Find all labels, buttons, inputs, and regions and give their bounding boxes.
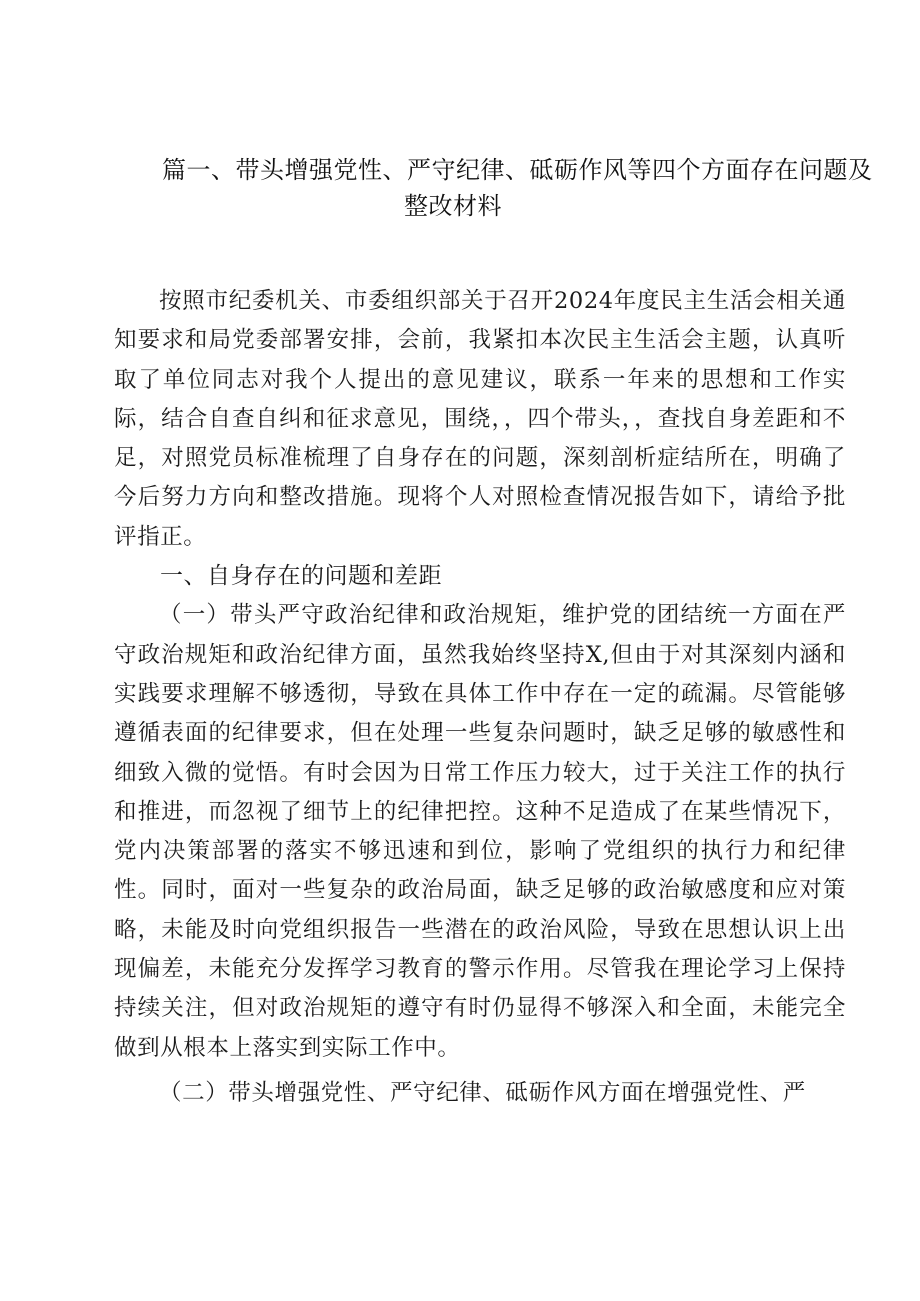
intro-paragraph: 按照市纪委机关、市委组织部关于召开2024年度民主生活会相关通知要求和局党委部署安排，会前，我紧扣本次民主生活会主题，认真听取了单位同志对我个人提出的意见建议，联系一年来的思想和工作实际，结合自查自纠和征求意见，围绕，，四个带头，，查找自身差距和不足，对照党员标准梳理了自身存在的问题，深刻剖析症结所在，明确了今后努力方向和整改措施。现将个人对照检查情况报告如下，请给予批评指正。 [114,288,846,550]
section-1-paragraph-1: （一）带头严守政治纪律和政治规矩，维护党的团结统一方面在严守政治规矩和政治纪律方面，虽然我始终坚持X,但由于对其深刻内涵和实践要求理解不够透彻，导致在具体工作中存在一定的疏漏。尽管能够遵循表面的纪律要求，但在处理一些复杂问题时，缺乏足够的敏感性和细致入微的觉悟。有时会因为日常工作压力较大，过于关注工作的执行和推进，而忽视了细节上的纪律把控。这种不足造成了在某些情况下，党内决策部署的落实不够迅速和到位，影响了党组织的执行力和纪律性。同时，面对一些复杂的政治局面，缺乏足够的政治敏感度和应对策略，未能及时向党组织报告一些潜在的政治风险，导致在思想认识上出现偏差，未能充分发挥学习教育的警示作用。尽管我在理论学习上保持持续关注，但对政治规矩的遵守有时仍显得不够深入和全面，未能完全做到从根本上落实到实际工作中。 [114,602,846,1061]
title-line-2: 整改材料 [404,192,502,220]
section-heading-1: 一、自身存在的问题和差距 [160,563,442,590]
section-1-paragraph-2: （二）带头增强党性、严守纪律、砥砺作风方面在增强党性、严 [159,1079,806,1106]
title-line-1: 篇一、带头增强党性、严守纪律、砥砺作风等四个方面存在问题及 [162,156,873,184]
document-title [120,152,880,224]
document-body [114,282,846,1113]
